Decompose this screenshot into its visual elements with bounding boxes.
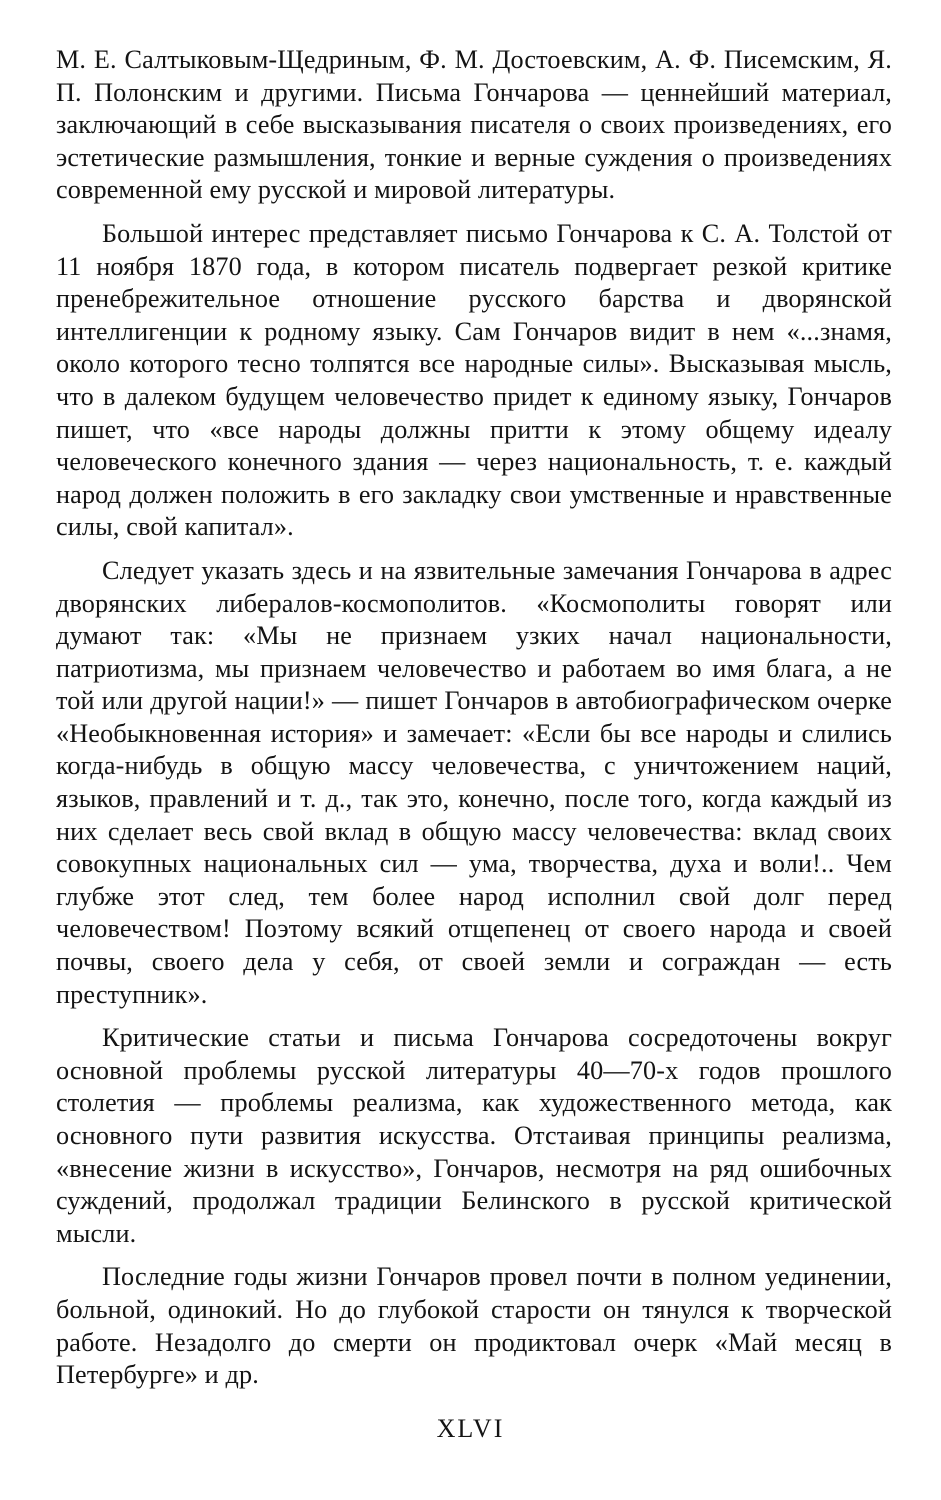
paragraph-3: Следует указать здесь и на язвительные замечания Гончарова в адрес дворянских либералов-космополитов. «Космополиты говорят или думают так: «Мы не признаем узких начал национальности, патриотизма, мы признаем человечество и работаем во имя блага, а не той или другой нации!» — пишет Гончаров в автобиографическом очерке «Необыкновенная история» и замечает: «Если бы все народы и слились когда-нибудь в общую массу человечества, с уничтожением наций, языков, правлений и т. д., так это, конечно, после того, когда каждый из них сделает весь свой вклад в общую массу человечества: вклад своих совокупных национальных сил — ума, творчества, духа и воли!.. Чем глубже этот след, тем более народ исполнил свой долг перед человечеством! Поэтому всякий отщепенец от своего народа и своей почвы, своего дела у себя, от своей земли и сограждан — есть преступник».	[56, 555, 892, 1009]
paragraph-2: Большой интерес представляет письмо Гончарова к С. А. Толстой от 11 ноября 1870 года, в котором писатель подвергает резкой критике пренебрежительное отношение русского барства и дворянской интеллигенции к родному языку. Сам Гончаров видит в нем «...знамя, около которого тесно толпятся все народные силы». Высказывая мысль, что в далеком будущем человечество придет к единому языку, Гончаров пишет, что «все народы должны притти к этому общему идеалу человеческого конечного здания — через национальность, т. е. каждый народ должен положить в его закладку свои умственные и нравственные силы, свой капитал».	[56, 218, 892, 542]
page-body	[56, 44, 892, 1392]
paragraph-1: М. Е. Салтыковым-Щедриным, Ф. М. Достоевским, А. Ф. Писемским, Я. П. Полонским и другими. Письма Гончарова — ценнейший материал, заключающий в себе высказывания писателя о своих произведениях, его эстетические размышления, тонкие и верные суждения о произведениях современной ему русской и мировой литературы.	[56, 45, 892, 205]
paragraph-4: Критические статьи и письма Гончарова сосредоточены вокруг основной проблемы русской литературы 40—70-х годов прошлого столетия — проблемы реализма, как художественного метода, как основного пути развития искусства. Отстаивая принципы реализма, «внесение жизни в искусство», Гончаров, несмотря на ряд ошибочных суждений, продолжал традиции Белинского в русской критической мысли.	[56, 1023, 892, 1248]
page-number: XLVI	[436, 1414, 505, 1443]
paragraph-5: Последние годы жизни Гончаров провел почти в полном уединении, больной, одинокий. Но до глубокой старости он тянулся к творческой работе. Незадолго до смерти он продиктовал очерк «Май месяц в Петербурге» и др.	[56, 1262, 892, 1390]
